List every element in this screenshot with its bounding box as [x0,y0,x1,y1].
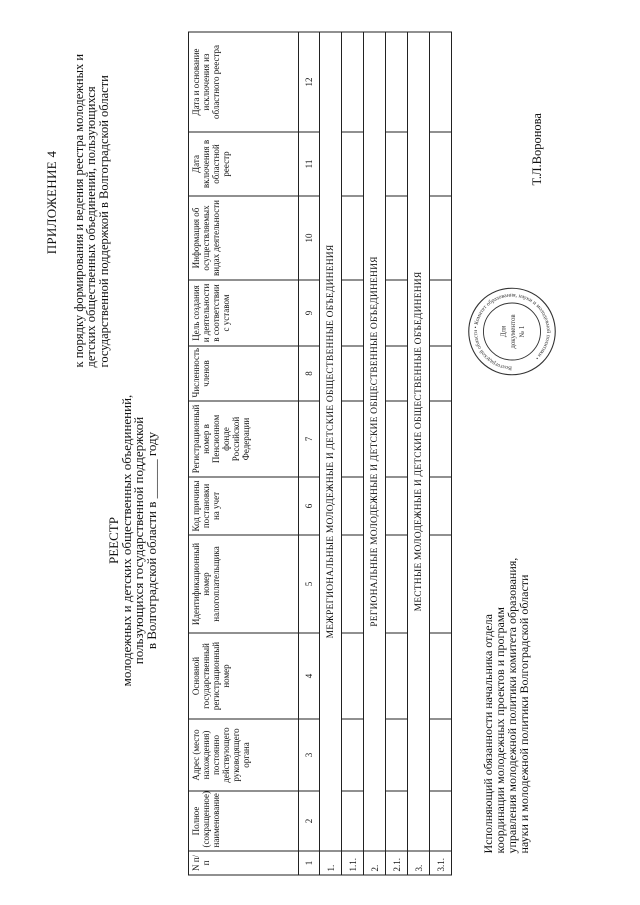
table-cell [386,719,408,791]
column-number: 4 [299,633,320,719]
table-cell [430,132,452,196]
column-number: 6 [299,477,320,535]
header-cell: Идентификационный номер налогоплательщика [189,535,299,633]
column-number: 9 [299,280,320,346]
table-cell [386,633,408,719]
column-number-row [299,32,320,875]
table-cell [386,346,408,401]
registry-title-line-2: молодежных и детских общественных объединений, [118,394,134,686]
column-number: 10 [299,196,320,280]
registry-title-line-1: РЕЕСТР [106,516,121,564]
section-label: МЕСТНЫЕ МОЛОДЕЖНЫЕ И ДЕТСКИЕ ОБЩЕСТВЕННЫЕ ОБЪЕДИНЕНИЯ [408,32,430,851]
table-cell [430,719,452,791]
table-cell [342,280,364,346]
table-cell [342,346,364,401]
column-number: 11 [299,132,320,196]
appendix-block [46,37,110,367]
table-cell [342,196,364,280]
header-cell: N п/п [189,851,299,875]
header-cell: Регистрационный номер в Пенсионном фонде Российской Федерации [189,401,299,477]
table-header-row [189,32,299,875]
header-cell: Дата и основание исключения из областного реестра [189,32,299,132]
table-cell [342,719,364,791]
header-cell: Дата включения в областной реестр [189,132,299,196]
table-cell [386,280,408,346]
header-cell: Полное (сокращенное) наименование [189,791,299,851]
row-number: 1.1. [342,851,364,875]
table-cell [342,535,364,633]
table-cell [430,791,452,851]
table-cell [386,791,408,851]
table-cell [386,477,408,535]
column-number: 7 [299,401,320,477]
section-label: РЕГИОНАЛЬНЫЕ МОЛОДЕЖНЫЕ И ДЕТСКИЕ ОБЩЕСТВЕННЫЕ ОБЪЕДИНЕНИЯ [364,32,386,851]
header-cell: Информация об осуществляемых видах деятельности [189,196,299,280]
header-cell: Цель создания и деятельности в соответствии с уставом [189,280,299,346]
table-cell [386,132,408,196]
section-row-interregional [320,32,342,875]
header-cell: Численность членов [189,346,299,401]
executor-position: Исполняющий обязанности начальника отдела координации молодежных проектов и программ управления молодежной политики комитета образования, науки и молодежной политики Волгоградской области [481,557,531,853]
registry-title-line-3: пользующихся государственной поддержкой [131,416,146,664]
registry-table [188,31,452,875]
table-row [430,32,452,875]
registry-title-line-4: в Волгоградской области в ______ году [143,431,159,649]
table-cell [430,535,452,633]
table-cell [430,401,452,477]
column-number: 5 [299,535,320,633]
table-cell [430,346,452,401]
section-number: 1. [320,851,342,875]
section-row-local [408,32,430,875]
appendix-text: к порядку формирования и ведения реестра молодежных и детских общественных объединений, пользующихся государственной поддержкой в Волгоградской области [71,53,111,367]
table-cell [342,477,364,535]
section-number: 2. [364,851,386,875]
table-row [386,32,408,875]
table-cell [430,477,452,535]
table-row [342,32,364,875]
row-number: 2.1. [386,851,408,875]
table-cell [342,791,364,851]
section-label: МЕЖРЕГИОНАЛЬНЫЕ МОЛОДЕЖНЫЕ И ДЕТСКИЕ ОБЩЕСТВЕННЫЕ ОБЪЕДИНЕНИЯ [320,32,342,851]
header-cell: Основной государственный регистрационный номер [189,633,299,719]
table-cell [430,32,452,132]
table-cell [430,633,452,719]
table-cell [386,401,408,477]
row-number: 3.1. [430,851,452,875]
stamp-center-line-3: № 1 [518,325,526,337]
column-number: 2 [299,791,320,851]
section-number: 3. [408,851,430,875]
stamp-center-line-2: документов [509,313,517,349]
section-row-regional [364,32,386,875]
rotated-document-page [10,10,630,895]
column-number: 8 [299,346,320,401]
column-number: 3 [299,719,320,791]
stamp-outer-text: Волгоградской области • Комитет образования, науки и молодежной политики • [473,292,551,371]
appendix-heading: ПРИЛОЖЕНИЕ 4 [44,150,59,254]
official-stamp [466,285,558,377]
table-cell [342,132,364,196]
table-cell [386,32,408,132]
table-cell [386,535,408,633]
table-cell [342,633,364,719]
column-number: 1 [299,851,320,875]
header-cell: Код причины постановки на учет [189,477,299,535]
table-cell [342,401,364,477]
registry-title [108,330,158,750]
table-cell [430,196,452,280]
table-cell [430,280,452,346]
signature-name: Т.Л.Воронова [530,112,544,185]
table-cell [342,32,364,132]
table-cell [386,196,408,280]
stamp-center-line-1: Для [500,325,508,337]
header-cell: Адрес (место нахождения) постоянно действующего руководящего органа [189,719,299,791]
column-number: 12 [299,32,320,132]
